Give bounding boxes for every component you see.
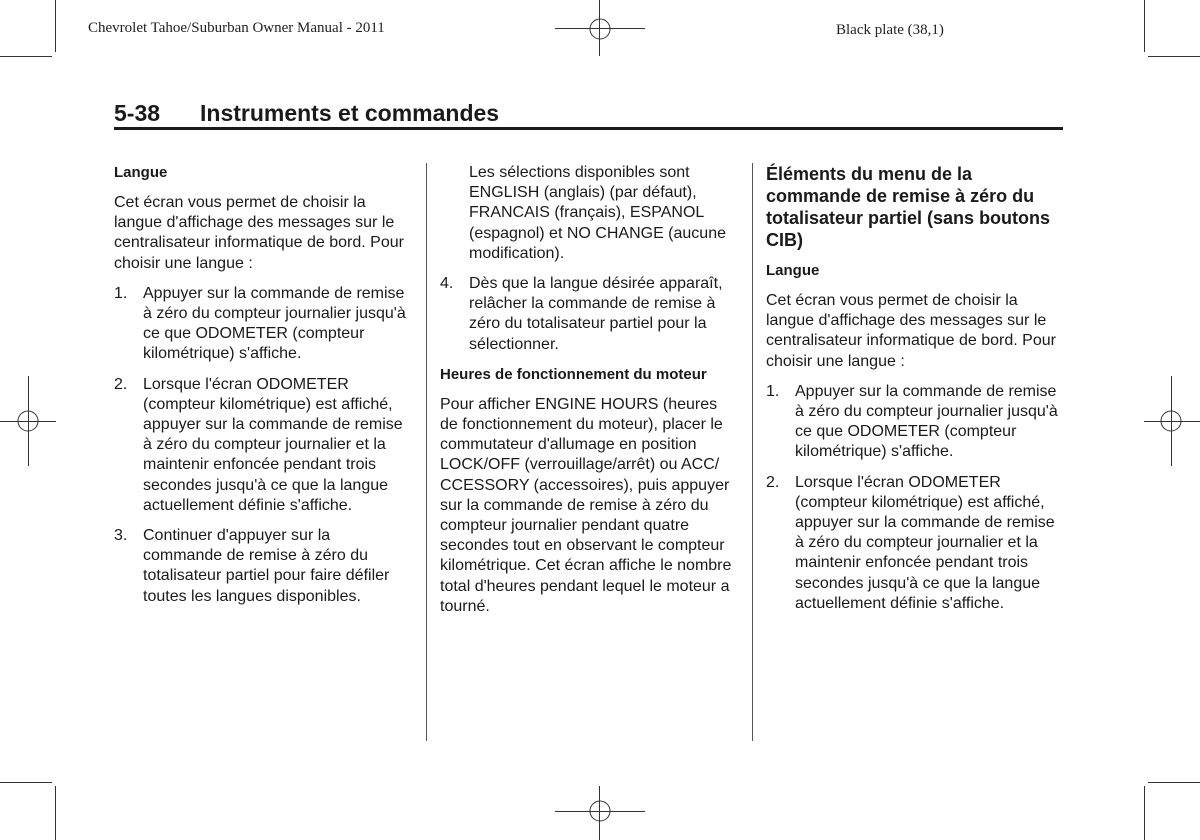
step-number: 2. (766, 473, 780, 491)
registration-mark-icon (1155, 405, 1187, 437)
section-subheading: Heures de fonctionnement du moteur (440, 365, 707, 383)
step-text: Appuyer sur la commande de remise à zéro du compteur journalier jusqu'à ce que ODOMETER (compteur kilométrique) s'affiche. (795, 382, 1058, 461)
paragraph: Cet écran vous permet de choisir la langue d'affichage des messages sur le centralisateur informatique de bord. Pour choisir une langue : (114, 194, 404, 272)
section-heading: Éléments du menu de la commande de remise à zéro du totalisateur partiel (sans boutons CIB) (766, 164, 1051, 250)
step-number: 1. (114, 284, 128, 302)
column-divider (426, 163, 427, 741)
print-header-left: Chevrolet Tahoe/Suburban Owner Manual - 2011 (88, 20, 385, 36)
title-rule (114, 127, 1063, 130)
list-item (114, 284, 412, 365)
column-2 (440, 163, 738, 627)
column-divider (752, 163, 753, 741)
crop-mark (55, 786, 56, 840)
crop-mark (1148, 56, 1200, 57)
crop-mark (0, 56, 52, 57)
column-1 (114, 163, 412, 617)
page-title (114, 100, 499, 127)
crop-mark (1144, 786, 1145, 840)
crop-mark (1144, 0, 1145, 52)
step-text: Dès que la langue désirée apparaît, relâcher la commande de remise à zéro du totalisateur partiel pour la sélectionner. (469, 275, 723, 353)
step-text: Lorsque l'écran ODOMETER (compteur kilométrique) est affiché, appuyer sur la commande de remise à zéro du compteur journalier et la maintenir enfoncée pendant trois secondes jusqu'à ce que la langue actuellement définie s'affiche. (795, 473, 1055, 612)
list-item (766, 473, 1064, 614)
chapter-title: Instruments et commandes (200, 100, 500, 126)
step-number: 4. (440, 275, 454, 293)
print-header-right: Black plate (38,1) (836, 22, 944, 38)
step-number: 3. (114, 527, 128, 545)
list-item (114, 526, 412, 607)
paragraph: Pour afficher ENGINE HOURS (heures de fonctionnement du moteur), placer le commutateur d'allumage en position LOCK/OFF (verrouillage/arrêt) ou ACC/ CCESSORY (accessoires), puis appuyer sur la commande de remise à zéro du compteur journalier pendant quatre secondes tout en observant le compteur kilométrique. Cet écran affiche le nombre total d'heures pendant lequel le moteur a tourné. (440, 395, 732, 615)
step-text: Lorsque l'écran ODOMETER (compteur kilométrique) est affiché, appuyer sur la commande de remise à zéro du compteur journalier et la maintenir enfoncée pendant trois secondes jusqu'à ce que la langue actuellement définie s'affiche. (143, 375, 403, 514)
step-number: 1. (766, 382, 780, 400)
list-item (766, 382, 1064, 463)
registration-mark-icon (12, 405, 44, 437)
crop-mark (0, 782, 52, 783)
list-item (440, 274, 738, 355)
step-continuation: Les sélections disponibles sont ENGLISH (anglais) (par défaut), FRANCAIS (français), ESPANOL (espagnol) et NO CHANGE (aucune modification). (469, 164, 726, 262)
step-number: 2. (114, 375, 128, 393)
section-subheading: Langue (114, 164, 168, 181)
page-number: 5-38 (114, 100, 161, 126)
crop-mark (55, 0, 56, 52)
paragraph: Cet écran vous permet de choisir la langue d'affichage des messages sur le centralisateur informatique de bord. Pour choisir une langue : (766, 292, 1056, 370)
step-text: Appuyer sur la commande de remise à zéro du compteur journalier jusqu'à ce que ODOMETER (compteur kilométrique) s'affiche. (143, 284, 406, 363)
step-text: Continuer d'appuyer sur la commande de remise à zéro du totalisateur partiel pour faire défiler toutes les langues disponibles. (143, 527, 390, 605)
column-3 (766, 163, 1064, 624)
list-item (114, 375, 412, 516)
registration-mark-icon (584, 13, 616, 45)
section-subheading: Langue (766, 262, 820, 279)
crop-mark (1148, 782, 1200, 783)
registration-mark-icon (584, 795, 616, 827)
